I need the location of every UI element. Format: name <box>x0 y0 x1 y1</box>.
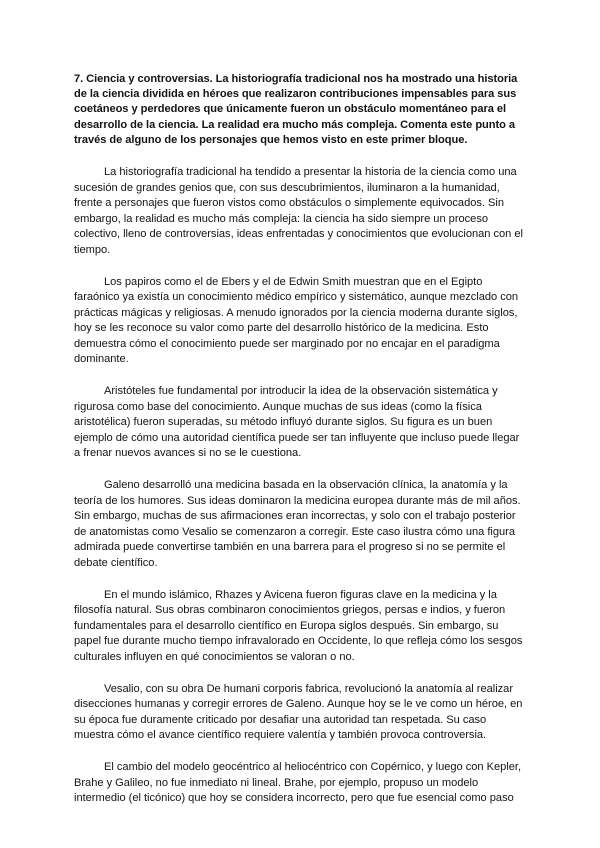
paragraph-heliocentrism: El cambio del modelo geocéntrico al heliocéntrico con Copérnico, y luego con Kepler, Brahe y Galileo, no fue inmediato ni lineal. Brahe, por ejemplo, propuso un modelo intermedio (el ticónico) que hoy se considera incorrecto, pero que fue esencial como paso <box>74 761 522 805</box>
paragraph-intro: La historiografía tradicional ha tendido a presentar la historia de la ciencia como una sucesión de grandes genios que, con sus descubrimientos, iluminaron a la humanidad, frente a personajes que fueron vistos como obstáculos o simplemente equivocados. Sin embargo, la realidad es mucho más compleja: la ciencia ha sido siempre un proceso colectivo, lleno de controversias, ideas enfrentadas y conocimientos que evolucionan con el tiempo. <box>74 166 523 256</box>
paragraph-aristotle: Aristóteles fue fundamental por introducir la idea de la observación sistemática y rigurosa como base del conocimiento. Aunque muchas de sus ideas (como la física aristotélica) fueron superadas, su método influyó durante siglos. Su figura es un buen ejemplo de cómo una autoridad científica puede ser tan influyente que incluso puede llegar a frenar nuevos avances si no se le cuestiona. <box>74 385 520 460</box>
document-page <box>74 72 526 823</box>
question-heading: 7. Ciencia y controversias. La historiografía tradicional nos ha mostrado una historia de la ciencia dividida en héroes que realizaron contribuciones impensables para sus coetáneos y perdedores que únicamente fueron un obstáculo momentáneo para el desarrollo de la ciencia. La realidad era mucho más compleja. Comenta este punto a través de alguno de los personajes que hemos visto en este primer bloque. <box>74 73 518 146</box>
paragraph-egypt-papyri: Los papiros como el de Ebers y el de Edwin Smith muestran que en el Egipto faraónico ya existía un conocimiento médico empírico y sistemático, aunque mezclado con prácticas mágicas y religiosas. A menudo ignorados por la ciencia moderna durante siglos, hoy se les reconoce su valor como parte del desarrollo histórico de la medicina. Esto demuestra cómo el conocimiento puede ser marginado por no encajar en el paradigma dominante. <box>74 275 519 366</box>
paragraph-galen: Galeno desarrolló una medicina basada en la observación clínica, la anatomía y la teoría de los humores. Sus ideas dominaron la medicina europea durante más de mil años. Sin embargo, muchas de sus afirmaciones eran incorrectas, y solo con el trabajo posterior de anatomistas como Vesalio se comenzaron a corregir. Este caso ilustra cómo una figura admirada puede convertirse también en una barrera para el progreso si no se permite el debate científico. <box>74 479 521 569</box>
paragraph-islamic-world: En el mundo islámico, Rhazes y Avicena fueron figuras clave en la medicina y la filosofía natural. Sus obras combinaron conocimientos griegos, persas e indios, y fueron fundamentales para el desarrollo científico en Europa siglos después. Sin embargo, su papel fue durante mucho tiempo infravalorado en Occidente, lo que refleja cómo los sesgos culturales influyen en qué conocimientos se valoran o no. <box>74 588 523 663</box>
paragraph-vesalius: Vesalio, con su obra De humani corporis fabrica, revolucionó la anatomía al realizar disecciones humanas y corregir errores de Galeno. Aunque hoy se le ve como un héroe, en su época fue duramente criticado por desafiar una autoridad tan respetada. Su caso muestra cómo el avance científico requiere valentía y también provoca controversia. <box>74 682 523 742</box>
